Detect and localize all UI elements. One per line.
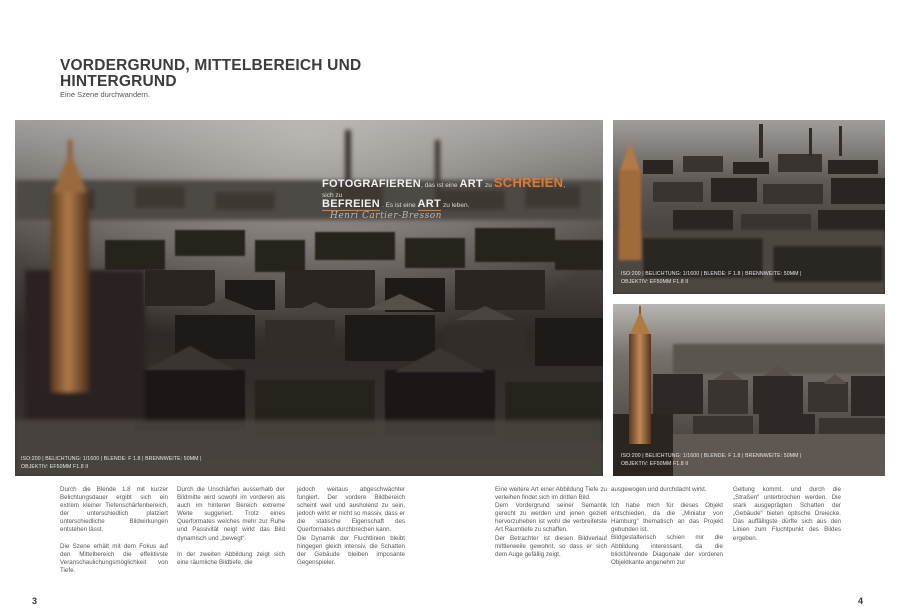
exif-line: ISO:200 | BELICHTUNG: 1/1600 | BLENDE: F 1.8 | BRENNWEITE: 50MM | <box>621 453 802 459</box>
paragraph: In der zweiten Abbildung zeigt sich eine räumliche Bildtiefe, die <box>177 550 285 566</box>
page-number-right: 4 <box>858 596 864 606</box>
page-number-left: 3 <box>32 596 38 606</box>
quote-word-art-2: ART <box>417 198 442 210</box>
text-column-1 <box>60 486 168 583</box>
bottom-right-photo <box>613 304 885 476</box>
exif-line: OBJEKTIV: EF50MM F1.8 II <box>621 278 689 285</box>
paragraph: Eine weitere Art einer Abbildung Tiefe zu verleihen findet sich im dritten Bild. <box>495 486 607 502</box>
quote-text-6: zu leben. <box>443 202 470 209</box>
paragraph: Dem Vordergrund seiner Semantik gerecht zu werden und jenen gezielt hervorzuheben ist wohl die verbreitetste Art Raumtiefe zu schaffen. <box>495 502 607 534</box>
quote-text-5: . Es ist eine <box>381 202 416 209</box>
quote-text-3: , <box>563 182 566 189</box>
quote-word-art-1: ART <box>459 178 484 190</box>
paragraph: ausgewogen und durchdacht wirkt. <box>611 486 707 493</box>
paragraph: Bildgestalterisch schien mir die Abbildung interessant, da die blickführende Diagonale der vorderen Objektkante angenehm zur <box>611 534 723 566</box>
paragraph: Die Szene erhält mit dem Fokus auf den Mittelbereich die effektivste Veranschaulichungsmöglichkeit von Tiefe. <box>60 542 168 574</box>
text-column-4 <box>495 486 607 567</box>
exif-line: ISO:200 | BELICHTUNG: 1/1600 | BLENDE: F 1.8 | BRENNWEITE: 50MM | <box>621 271 802 277</box>
quote-overlay <box>322 177 565 221</box>
bottom-photo-exif <box>621 453 802 468</box>
text-column-2 <box>177 486 285 575</box>
city-model-overview-image <box>613 120 885 294</box>
paragraph: Durch die Unschärfen ausserhalb der Bildmitte wird sowohl im vorderen als auch im hinteren Bereich extreme Weite suggeriert. Trotz eines Querformates welches mehr zur Ruhe und Passivität neigt wirkt das Bild dynamisch und „bewegt“. <box>177 486 285 542</box>
quote-text-1: , das ist eine <box>421 182 458 189</box>
quote-word-fotografieren: FOTOGRAFIEREN <box>322 178 422 190</box>
main-photo <box>15 120 603 476</box>
top-right-photo <box>613 120 885 294</box>
city-model-main-image <box>15 120 603 476</box>
top-photo-exif <box>621 271 802 286</box>
text-column-6 <box>733 486 841 551</box>
quote-word-schreien: SCHREIEN <box>493 175 564 190</box>
quote-signature: Henri Cartier-Bresson <box>330 211 442 221</box>
quote-word-befreien: BEFREIEN <box>322 198 381 210</box>
city-model-tower-image <box>613 304 885 476</box>
paragraph: jedoch weitaus abgeschwächter fungiert. Der vordere Bildbereich scheint weit und ausholend zu sein, jedoch wirkt er nicht so massiv, dass er die statische Eigenschaft des Querformates durchbrechen kann. <box>297 486 405 534</box>
paragraph: Geltung kommt, und durch die „Straßen“ unterbrochen werden. Die stark ausgeprägten Schatten der „Gebäude“ bieten optische Dreiecke. Das auffälligste dürfte sich aus den Linien zum Fluchtpunkt des Bildes ergeben. <box>733 486 841 542</box>
paragraph: Der Betrachter ist diesen Bildverlauf mittlerweile gewohnt, so dass er sich dem Auge gefällig zeigt, <box>495 534 607 558</box>
paragraph: Ich habe mich für dieses Objekt entschieden, da die „Miniatur von Hamburg“ thematisch an das Projekt gebunden ist. <box>611 502 723 534</box>
text-column-3 <box>297 486 405 575</box>
page-title: VORDERGRUND, MITTELBEREICH UND HINTERGRUND <box>60 57 362 90</box>
quote-text-2: zu <box>484 182 492 189</box>
paragraph: Durch die Blende 1.8 mit kurzer Belichtungsdauer ergibt sich ein extrem kleiner Tiefenschärfenbereich, der unterschiedlich platziert unterschiedliche Bildwirkungen entstehen lässt. <box>60 486 168 534</box>
exif-line: ISO:200 | BELICHTUNG: 1/1600 | BLENDE: F 1.8 | BRENNWEITE: 50MM | <box>21 456 202 462</box>
page-subtitle: Eine Szene durchwandern. <box>60 90 151 99</box>
exif-line: OBJEKTIV: EF50MM F1.8 II <box>21 463 89 470</box>
text-column-5 <box>611 486 723 575</box>
article-headline <box>60 58 380 99</box>
exif-line: OBJEKTIV: EF50MM F1.8 II <box>621 460 689 467</box>
main-photo-exif <box>21 456 202 471</box>
quote-text-4: sich zu <box>322 192 343 199</box>
paragraph: Die Dynamik der Fluchtlinien bleibt hingegen gleich intensiv, die Schatten der Gebäude bleiben imposante Gegenspieler. <box>297 534 405 566</box>
